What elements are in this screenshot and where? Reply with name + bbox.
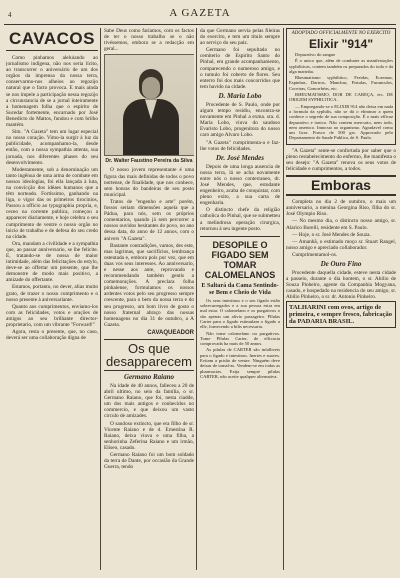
paragraph: Depois de uma longa ausencia de nossa terra, lá se acha novamente entre nós o nosso conterraneo, dr. José Mendes, que, estudante engenheiro, acaba de conquistar, com pleno exito, a sua carta de engenharia. bbox=[200, 163, 280, 207]
paragraph: Bastante contradições, vamos, des este, mas lagrimas, que sacrifícios, lembrança ostentada e, embora pois por vez, que em duas vos seus interesses. Ao anniversario, e nesse aos ante, reprovando e recommendando também gentis a comemorações. A preclara folha pinhalense, formulamos os nossos ardentes votos pelo seu progresso sempre crescente, para o bem da nossa terra e do seu progresso, um bom livro de gosto o nosso fraternal abraço das nossas homenagens no dia 31 de outubro, a A Gazeta. bbox=[104, 242, 194, 328]
paragraph: O distincto chefe da religião catholica do Pinhal, que se submetteu a melindrosa operação cirurgica, retornou á seu ingente posto. bbox=[200, 207, 280, 232]
paragraph: Germano Raiano foi um bom soldado da terra de Dante, por occasião da Grande Guerra, tendo bbox=[104, 452, 194, 471]
ad-top-line: ADOPTADO OFFICIALMENTE NO EXERCITO bbox=[291, 31, 391, 36]
ad-subtitle: E Saltará da Cama Sentindo-se Bem e Cheio de Vida bbox=[201, 281, 279, 296]
paragraph: Como pinhamos aleluiando ao jornalismo indígena, não nos seria lícito, ao transcorrer o aniversário de um dos orgãos da imprensa da nossa terra, conservarmo-nos alheios ao regozijo natural que o facto provoca. E mais ainda se nos impele a participação nessa regozijo a circunstancia de se a jornal inteiramente a homenagem folha que o espírito de Sucedar fortemente, encarnado por José Benedicto do Mattos, fundou e com brilho mantém. bbox=[6, 55, 98, 129]
portrait-photo bbox=[104, 54, 194, 156]
subhead-maria-lobo: D. Maria Lobo bbox=[218, 91, 262, 100]
ad-body bbox=[289, 52, 393, 141]
paragraph: Quanto aos cumprimentos, enviamo-los com as felicidades, votos e orações de amigos ao seu brilhante director-proprietario, com um vibrante "Forward!" bbox=[6, 303, 98, 329]
column-divider bbox=[196, 28, 197, 570]
paragraph: "A Gazeta" cumprimenta-a e faz-lhe votos de felicidades. bbox=[200, 139, 280, 152]
ad-product-name: Elixir "914" bbox=[308, 37, 374, 51]
paragraph: da que Germano servia pelas fileiras do exercito, e tem um titulo sempre ao serviço do seu paiz. bbox=[200, 28, 280, 47]
column-two bbox=[104, 28, 194, 572]
article-title-desapparecem: Os que desapparecem bbox=[106, 341, 192, 369]
paragraph: Sim. "A Gazeta" tem um lugar especial no nosso coração. Vimo-la surgir à luz da publicidade, acompanhamo-la, desde então, com a nossa sympathia attenta, sua jornada, nos diferentes phases do seu desenvolvimento. bbox=[6, 129, 98, 166]
ad-body bbox=[200, 298, 280, 379]
paragraph: — Hoje, o sr. José Mendes de Souza. bbox=[292, 231, 371, 238]
paragraph: As pilulas de CARTER são infalliveis para o figado e intestinos. Inertes e suaves. Evitam a prisão de ventre. Ninguém deve deixar de tomal-as. Vendem-se em todas as pharmacias. Exija sempre pilulas CARTER, não aceite qualquer alternativa. bbox=[200, 347, 280, 379]
subhead-ouro-fino: De Ouro Fino bbox=[320, 259, 362, 268]
paragraph: Os seus intestinos e o seu figado estão sobrecarregados e a sua pessoa estra em mal estar. O calomelano e os purgativos o são apenas um alivio passageiro. Pílulas Carter para o figado estimulam o figado a elle, fornecendo a bilis necessaria. bbox=[200, 297, 280, 330]
paragraph: Estamos, portanto, no dever, alias muito grato, de trazer o nosso cumprimento e o nosso presente à aniversariante. bbox=[6, 284, 98, 303]
paragraph: "A Gazeta" sente-se confortada por saber que o pleno restabelecimento do enfermo, lhe manifesta o seu desejo: "A Gazeta" renova os seus votos de felicidade e cumprimentos, a todos. bbox=[286, 147, 396, 173]
portrait-face bbox=[142, 77, 160, 99]
paragraph: Agora, resta o presente, que, no caso, deverá ser uma collaboração digna de bbox=[6, 329, 98, 342]
paragraph: — No mesmo dia, o distincto nosso amigo, sr. Alarico Borelli, residente em S. Paulo. bbox=[286, 218, 396, 231]
paragraph: Rheumatismo syphilitico, Feridas, Eczemas, Espinhas, Dartros, Manchas, Fistulas, Furunculos, Coceiras, Gonorrhéas, etc. bbox=[289, 75, 393, 91]
column-four bbox=[286, 28, 396, 572]
talharini-ad bbox=[286, 301, 396, 328]
masthead-rule bbox=[4, 24, 396, 25]
photo-caption: Dr. Walter Faustino Pereira da Silva bbox=[105, 158, 193, 165]
paragraph: Tratos de "engenho e arte" porém, fossos seriam dimensões aquela que a Pádua, para nós, sem os próprios comentarios, quando já sem percorrer a nossos ouvidos hesitantes do povo, no ano dessa data, do anno de 12 annos, com o anivers "A Gazeta". bbox=[104, 198, 194, 242]
talharini-text: TALHARINI com ovos, artigo de primeira, e sempre fresco, fabricação da PADARIA BRASIL. bbox=[289, 304, 393, 326]
subhead-jose-mendes: Dr. José Mendes bbox=[215, 153, 265, 162]
paragraph: Completa no dia 2 de outubro, o mais um anniversario, a menina Georgina Riso, filha do sr. José Olympio Riso. bbox=[286, 199, 396, 218]
page-number: 4 bbox=[8, 11, 12, 19]
paragraph: Na idade de 40 annos, falleceu a 20 de abril ultimo, no seio da família, o sr. Germano Raiano, que foi, nesta ciadde, um dos mais antigos e conhecidos no commercio, e que deixou um vasto circulo de amizades. bbox=[104, 383, 194, 420]
paragraph: Germano foi sepultado no cemiterio de Espirito Santo do Pinhal, em grande acompanhamento, comparecendo o numeroso amigo, e o tumulo foi coberto de flores. Seu enterro foi dos mais concorridos que tem havido na cidade. bbox=[200, 47, 280, 90]
paragraph: Modestamente, sob a denominação um tanto ingênua de uma arma de combate em nossos ideologias, foi ella lançada à luta, na convicção dos idéaes humanos que a têm norteado. Fortíssimo, ganhando na liga, o vigor das os primeiros tirocinios, Passou a officio ao typographia propria, e, ceceo na corrente publica, começou a apparecer diariamente, e hoje celebra o seu cumprimento de ventre o nosso orgão no inicio de trabalho e de defesa do seu credo na cidade. bbox=[6, 166, 98, 240]
paragraph: — Empregando-se o ELIXIR 914 não deixa em nada a formula da syphilis, não se dá o eliminar a quem conhece o segredo de sua composição. É o mais efficaz depurativo e tonico. Não contem mercurio, nem iodo, nem arsenico. Innocuo ao organismo. Agradavel como um licor. Frasco de 500 grs. Approvado pelo Departamento de Saude Publica, de S. Paulo. bbox=[289, 103, 393, 141]
paragraph: Cumprimentamol-os. bbox=[292, 251, 338, 258]
paragraph: O nosso jovem representante é uma figura das mais definidas de todos o povo nortense, de finalidade, que nos conhece, sem honras do bandeiras de seu posto municipal. bbox=[104, 167, 194, 198]
article-title-cavacos: CAVACOS bbox=[6, 30, 98, 51]
section-title-emboras: Emboras bbox=[286, 175, 396, 196]
paragraph: Ora, mandam a civilidade e a sympathia que, ao passar anniversario, se lhe felicite. E, tratando-se de nossa de maior intimidade, além das felicitações do estylo, deve-se ao offertar um presente, que lhe demonstre de modo mais positivo, a amizade do offertante. bbox=[6, 240, 98, 284]
column-cavacos bbox=[6, 28, 98, 572]
signature: CAVAQUEADOR bbox=[147, 329, 194, 336]
paragraph: RHEUMATISMO, DOR DE CABEÇA, etc. DE ORIGEM SYPHILITICA. bbox=[289, 92, 393, 103]
paragraph: — Amanhã, o estimado moço sr. Stuart Rangel, nosso amigo e apreciado collaborador. bbox=[286, 238, 396, 251]
paragraph: É o unico que, além de combater as manifestações syphiliticas, contem também os preparados do iodo e da alga marinha. bbox=[289, 58, 393, 74]
column-divider bbox=[100, 28, 101, 570]
paper-name: A GAZETA bbox=[169, 7, 231, 19]
column-three bbox=[200, 28, 280, 572]
byline: Germano Raiano bbox=[124, 373, 174, 381]
column-divider bbox=[283, 28, 284, 570]
elixir-ad bbox=[286, 28, 396, 145]
paragraph: O saudoso extincto, que era filho de sr. Vicente Raiano e de d. Ernestina R. Raiano, deixa viuva e uma filha, a senhorinha Zeferina Raiano e um irmão, Elíseo, casado. bbox=[104, 420, 194, 451]
paragraph: Depurativo do sangue bbox=[295, 52, 336, 57]
paragraph: Não tome calomelano ou purgativos. Tome Pílulas Carter, de efficacia comprovada ha mais de 50 annos. bbox=[200, 330, 280, 347]
masthead bbox=[0, 0, 400, 26]
paragraph: Procedente daquella cidade, esteve nesta cidade a passeio, durante o dia hontem, o sr. Abilio de Souza Pinheiro, agente da Companhia Mogyana, casado, e hospedado na residencia do seu amigo, sr. Abilio Pinheiro, o sr. dr. Antonio Pinheiro. bbox=[286, 269, 396, 301]
ad-title-desopile: DESOPILE O FIGADO SEM TOMAR CALOMELANOS bbox=[200, 236, 280, 280]
paragraph: Procedente de S. Paulo, onde por algum tempo residiu, encontra-se novamente em Pinhal a exma. sra. d. Maria Lobo, viuva do saudoso Evaristo Lobo, progenitora do nosso caro amigo Alvaro Lobo. bbox=[200, 101, 280, 139]
paragraph: Sabe Deus como faríamos, com os factos de ter o nosso trabalho se o não tivéssemos, embora se a redacção em geral... bbox=[104, 28, 194, 53]
